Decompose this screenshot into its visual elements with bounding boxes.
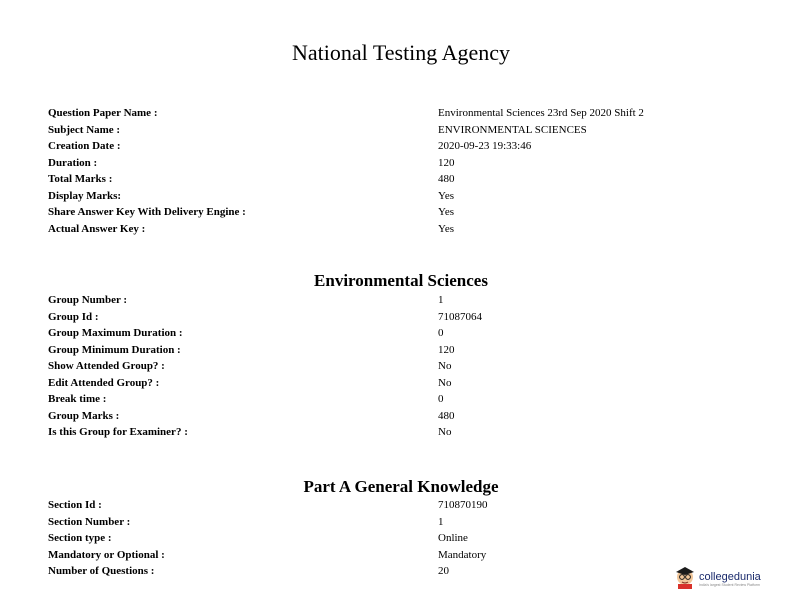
row-label: Group Id : — [48, 310, 99, 323]
table-row — [48, 530, 748, 547]
row-value: 120 — [438, 156, 455, 169]
row-label: Group Number : — [48, 294, 128, 306]
row-value: 1 — [438, 515, 444, 528]
row-label: Group Marks : — [48, 409, 120, 422]
table-row — [48, 221, 748, 238]
table-row — [48, 424, 748, 441]
row-label: Is this Group for Examiner? : — [48, 426, 188, 438]
row-value: 1 — [438, 294, 444, 306]
row-label: Display Marks: — [48, 189, 122, 202]
row-label: Group Maximum Duration : — [48, 327, 183, 339]
row-value: 480 — [438, 173, 455, 185]
row-label: Break time : — [48, 393, 107, 405]
table-row — [48, 375, 748, 392]
row-value: 710870190 — [438, 499, 488, 511]
logo-name: collegedunia — [699, 570, 761, 583]
table-row — [48, 563, 748, 580]
row-value: No — [438, 360, 452, 372]
row-value: No — [438, 426, 452, 438]
table-row — [48, 309, 748, 326]
row-value: 480 — [438, 409, 455, 422]
row-label: Mandatory or Optional : — [48, 548, 165, 561]
row-label: Show Attended Group? : — [48, 360, 165, 372]
table-row — [48, 138, 748, 155]
mascot-icon — [673, 563, 697, 594]
row-value: 0 — [438, 327, 444, 339]
row-label: Number of Questions : — [48, 565, 155, 577]
table-row — [48, 342, 748, 359]
paper-info-table — [48, 105, 748, 237]
row-label: Total Marks : — [48, 173, 113, 185]
group-info-table — [48, 292, 748, 441]
group-heading: Environmental Sciences — [314, 271, 488, 290]
table-row — [48, 514, 748, 531]
row-value: No — [438, 376, 452, 389]
row-value: ENVIRONMENTAL SCIENCES — [438, 123, 587, 136]
row-value: 71087064 — [438, 310, 482, 323]
row-label: Edit Attended Group? : — [48, 376, 160, 389]
table-row — [48, 292, 748, 309]
section-heading: Part A General Knowledge — [303, 477, 499, 496]
row-label: Group Minimum Duration : — [48, 343, 181, 356]
row-value: 2020-09-23 19:33:46 — [438, 140, 532, 152]
row-value: 20 — [438, 565, 449, 577]
row-label: Section Number : — [48, 515, 131, 528]
row-label: Duration : — [48, 156, 98, 169]
table-row — [48, 188, 748, 205]
table-row — [48, 105, 748, 122]
section-info-table — [48, 497, 748, 580]
table-row — [48, 204, 748, 221]
row-label: Section type : — [48, 532, 112, 544]
collegedunia-logo — [673, 563, 761, 594]
logo-tagline: India's largest Student Review Platform — [699, 582, 760, 587]
row-label: Share Answer Key With Delivery Engine : — [48, 206, 246, 218]
row-value: 120 — [438, 343, 455, 356]
table-row — [48, 325, 748, 342]
table-row — [48, 497, 748, 514]
row-value: Mandatory — [438, 548, 487, 561]
table-row — [48, 391, 748, 408]
row-label: Subject Name : — [48, 123, 121, 136]
page-title: National Testing Agency — [291, 40, 510, 65]
row-label: Section Id : — [48, 499, 102, 511]
table-row — [48, 155, 748, 172]
row-label: Creation Date : — [48, 140, 121, 152]
table-row — [48, 122, 748, 139]
row-value: Yes — [438, 222, 455, 235]
row-value: Environmental Sciences 23rd Sep 2020 Shift 2 — [438, 107, 644, 119]
row-label: Question Paper Name : — [48, 107, 158, 119]
row-value: Yes — [438, 206, 455, 218]
table-row — [48, 547, 748, 564]
row-value: Yes — [438, 189, 455, 202]
row-value: Online — [438, 532, 468, 544]
table-row — [48, 408, 748, 425]
row-label: Actual Answer Key : — [48, 222, 146, 235]
row-value: 0 — [438, 393, 444, 405]
table-row — [48, 358, 748, 375]
table-row — [48, 171, 748, 188]
